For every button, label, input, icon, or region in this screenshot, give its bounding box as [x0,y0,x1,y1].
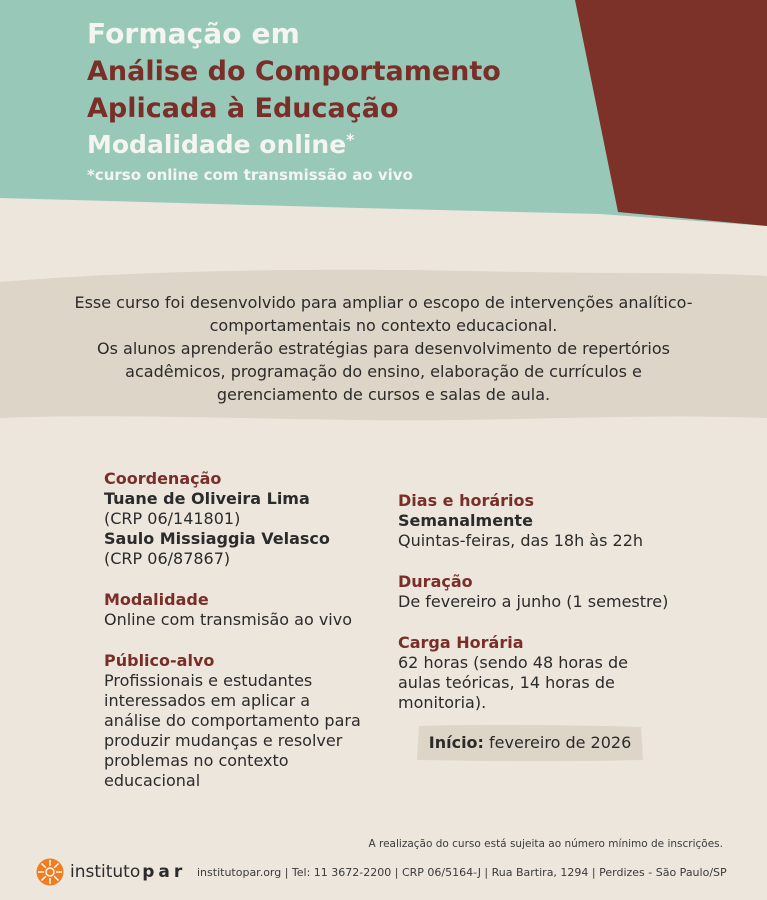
coordinator-crp: (CRP 06/141801) [104,509,241,528]
start-date-value: fevereiro de 2026 [489,733,632,752]
modality-asterisk: * [346,130,355,149]
coordinator-name: Tuane de Oliveira Lima [104,489,310,508]
sun-flower-icon [36,858,64,886]
coordinator-crp: (CRP 06/87867) [104,549,231,568]
schedule-heading: Dias e horários [398,491,535,510]
schedule-block [398,491,698,551]
logo-wordmark [70,861,186,883]
workload-block [398,633,698,713]
audience-block [104,651,374,791]
description-line: Esse curso foi desenvolvido para ampliar o escopo de intervenções analítico- [74,293,693,312]
title-line-3: Aplicada à Educação [87,93,399,124]
logo-par: par [142,862,187,882]
modality-title [87,130,355,159]
audience-heading: Público-alvo [104,651,215,670]
audience-line: análise do comportamento para [104,711,361,730]
audience-line: interessados em aplicar a [104,691,311,710]
audience-line: Profissionais e estudantes [104,671,313,690]
modality-heading: Modalidade [104,590,209,609]
audience-line: produzir mudanças e resolver [104,731,343,750]
title-line-1: Formação em [87,17,300,50]
enrollment-disclaimer: A realização do curso está sujeita ao número mínimo de inscrições. [368,838,723,850]
coordination-heading: Coordenação [104,469,222,488]
schedule-frequency: Semanalmente [398,511,533,530]
schedule-time: Quintas-feiras, das 18h às 22h [398,531,644,550]
logo-instituto: instituto [70,862,141,882]
coordinator-name: Saulo Missiaggia Velasco [104,529,330,548]
modality-title-text: Modalidade online [87,130,347,159]
details-right-column [398,491,698,733]
duration-value: De fevereiro a junho (1 semestre) [398,592,669,611]
description-line: gerenciamento de cursos e salas de aula. [216,385,551,404]
workload-line: monitoria). [398,693,487,712]
workload-line: 62 horas (sendo 48 horas de [398,653,628,672]
course-description [14,291,753,406]
description-line: acadêmicos, programação do ensino, elaboração de currículos e [125,362,642,381]
start-date-text [417,724,643,762]
description-line: Os alunos aprenderão estratégias para desenvolvimento de repertórios [97,339,670,358]
modality-block [104,590,374,630]
start-date-tag [417,724,643,762]
footer-contact: institutopar.org | Tel: 11 3672-2200 | CRP 06/5164-J | Rua Bartira, 1294 | Perdizes - São Paulo/SP [197,866,727,879]
description-line: comportamentais no contexto educacional. [209,316,558,335]
duration-heading: Duração [398,572,473,591]
duration-block [398,572,698,612]
workload-heading: Carga Horária [398,633,524,652]
modality-value: Online com transmisão ao vivo [104,610,352,629]
modality-note: *curso online com transmissão ao vivo [87,166,413,184]
audience-line: educacional [104,771,201,790]
title-line-2: Análise do Comportamento [87,56,501,87]
audience-line: problemas no contexto [104,751,289,770]
details-left-column [104,469,374,812]
start-date-label: Início: [428,733,484,752]
workload-line: aulas teóricas, 14 horas de [398,673,615,692]
coordination-block [104,469,374,569]
